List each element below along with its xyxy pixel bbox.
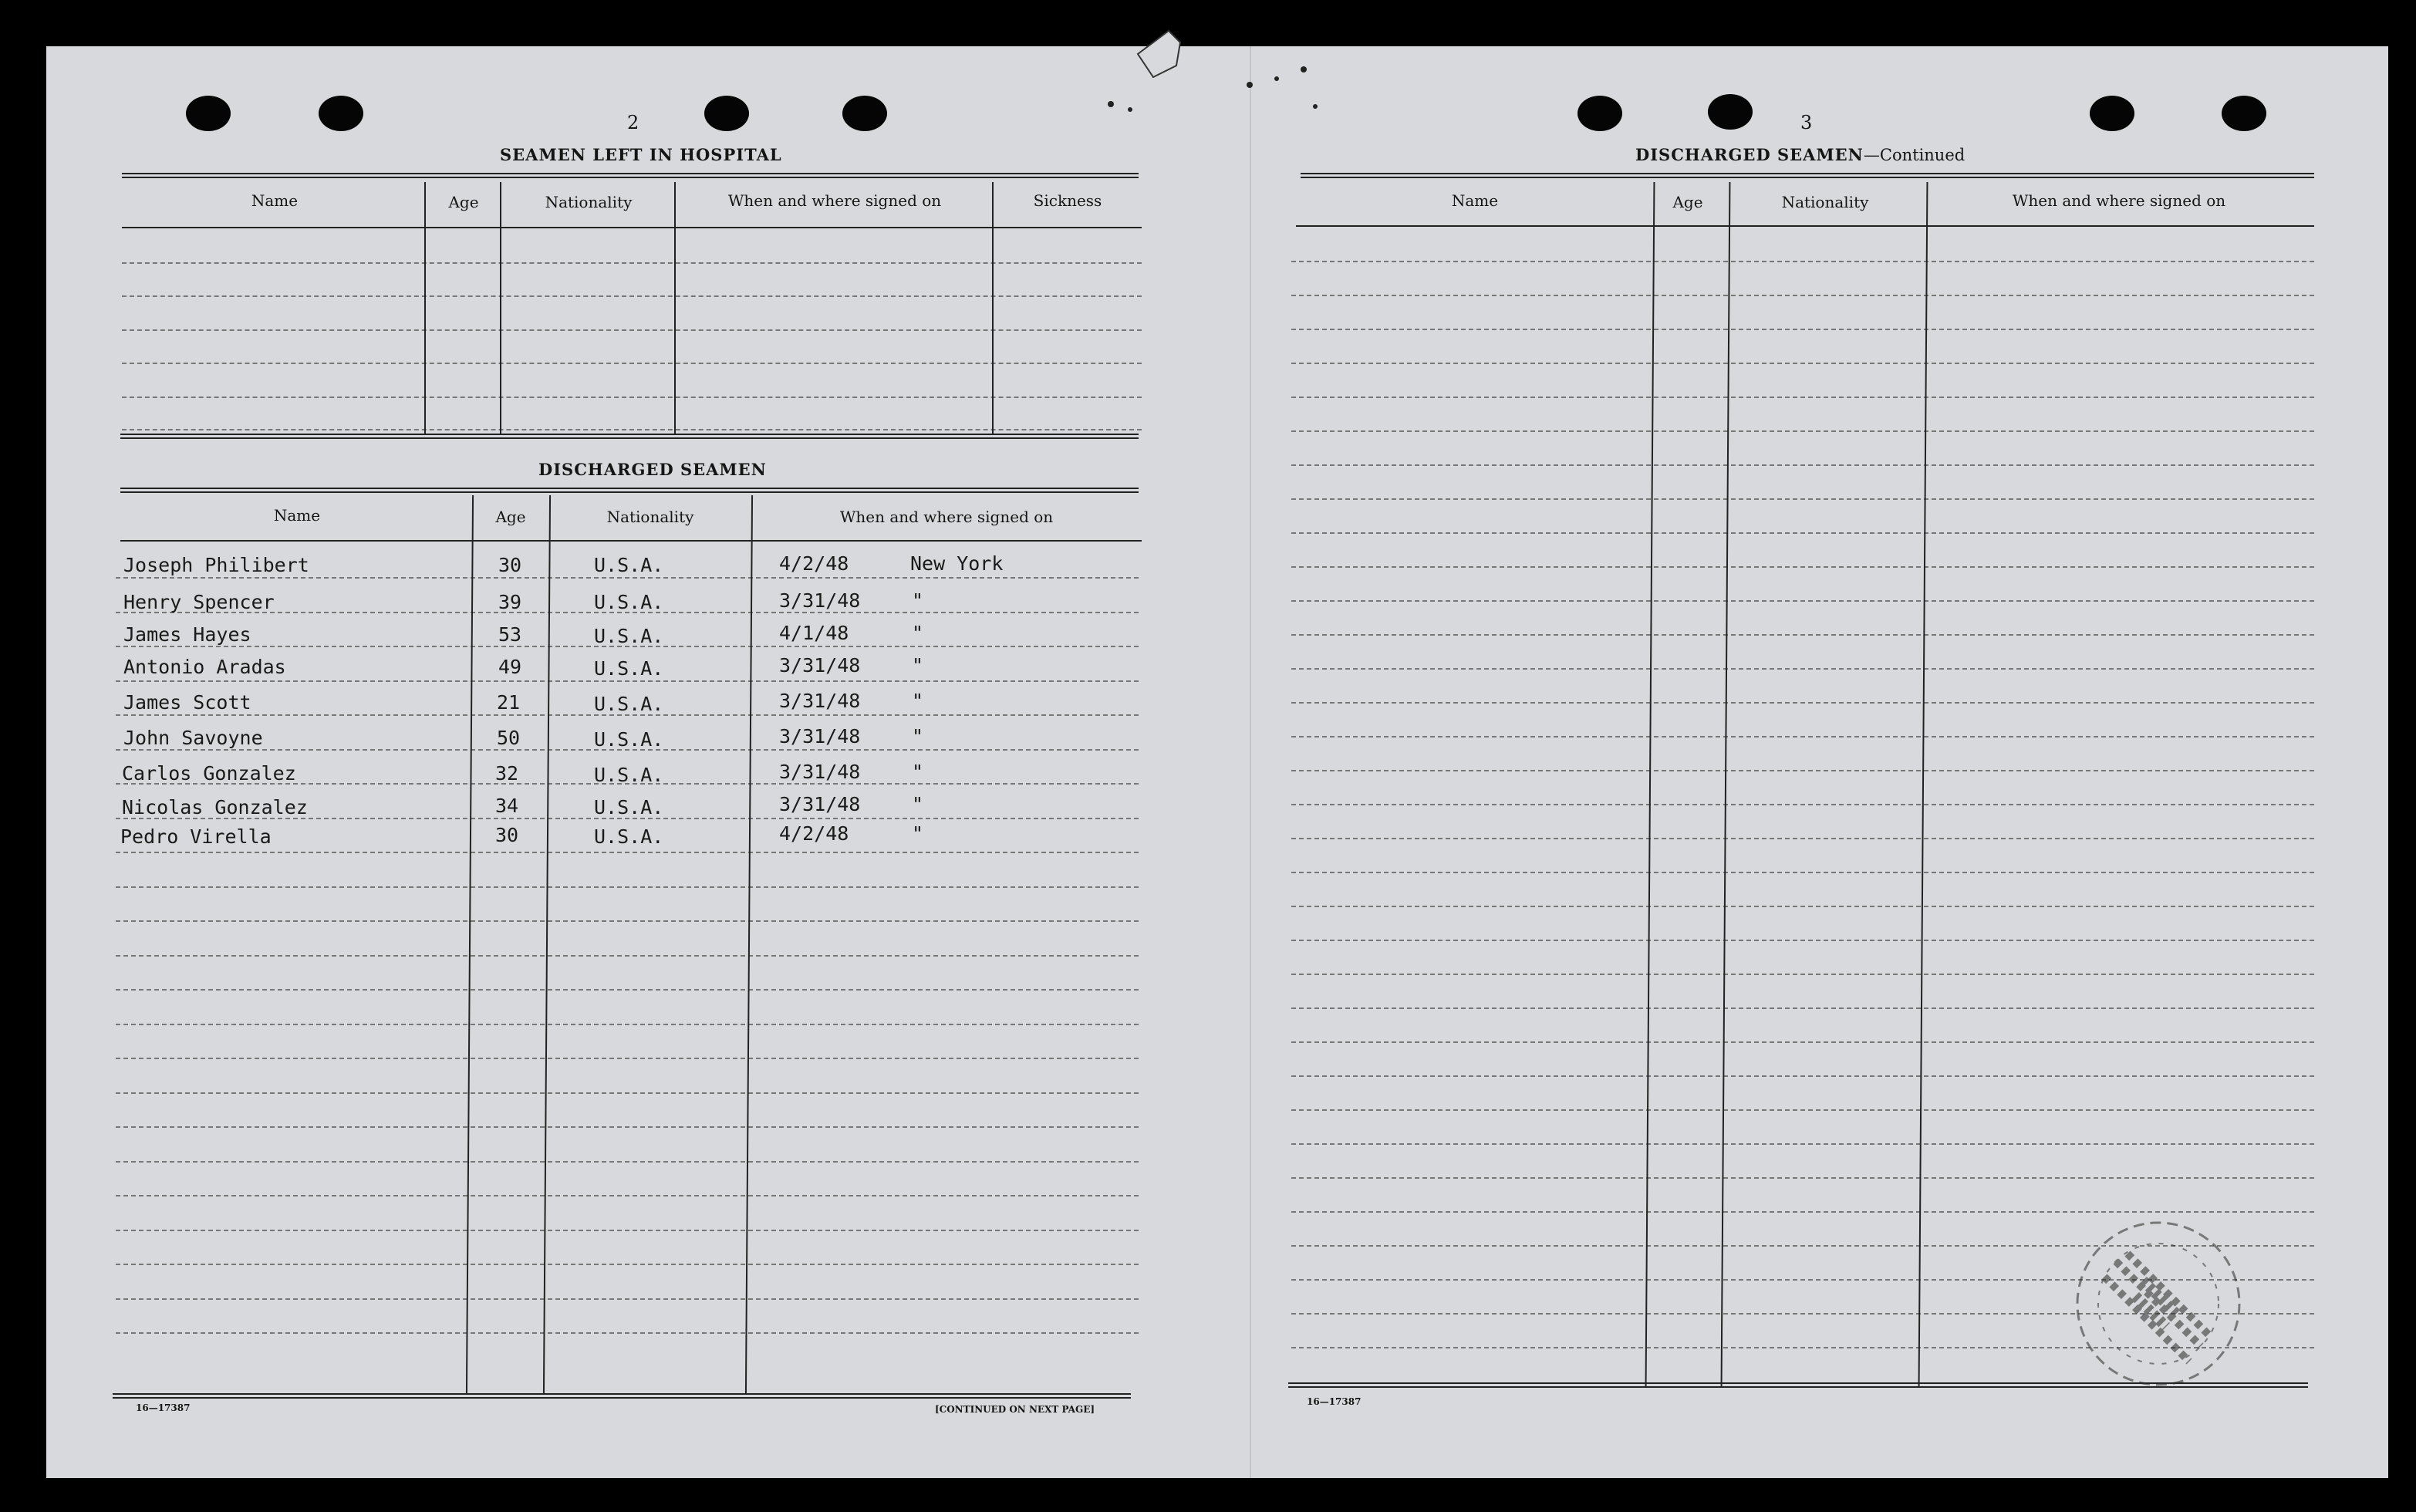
seaman-name: Joseph Philibert (123, 554, 309, 576)
signed-on-date: 3/31/48 (779, 761, 861, 783)
row-line (1291, 397, 2314, 398)
row-line (1291, 872, 2314, 873)
column-header-name: Name (1451, 191, 1499, 210)
punch-hole (1708, 94, 1753, 130)
row-line (116, 1332, 1139, 1334)
row-line (1291, 1041, 2314, 1043)
row-line (116, 989, 1139, 991)
signed-on-date: 4/1/48 (779, 622, 849, 644)
seaman-name: Henry Spencer (123, 591, 275, 613)
seaman-name: Pedro Virella (120, 825, 272, 848)
seaman-age: 34 (495, 795, 519, 817)
signed-on-place: " (912, 589, 924, 612)
row-line (116, 1024, 1139, 1025)
row-line (1291, 363, 2314, 364)
column-divider (500, 182, 501, 434)
column-header-nationality: Nationality (545, 193, 633, 211)
row-line (116, 1092, 1139, 1094)
punch-hole (2090, 96, 2134, 131)
column-divider (424, 182, 426, 434)
signed-on-place: " (912, 622, 924, 644)
row-line (1291, 838, 2314, 839)
signed-on-place: New York (910, 552, 1004, 575)
signed-on-place: " (912, 690, 924, 712)
table-rule (1301, 173, 2314, 178)
row-line (116, 1195, 1139, 1196)
row-line (116, 1298, 1139, 1300)
seaman-age: 30 (495, 824, 519, 846)
row-line (116, 577, 1139, 579)
row-line (1291, 634, 2314, 636)
row-line (122, 363, 1142, 364)
center-fold (1250, 46, 1251, 1478)
seaman-nationality: U.S.A. (594, 693, 664, 715)
column-header-name: Name (273, 506, 321, 525)
row-line (1291, 1143, 2314, 1145)
column-header-age: Age (495, 508, 526, 526)
seaman-nationality: U.S.A. (594, 625, 664, 647)
header-rule (1296, 225, 2314, 227)
discharged-section-title: DISCHARGED SEAMEN (538, 460, 767, 479)
seaman-age: 30 (498, 554, 522, 576)
row-line (122, 397, 1142, 398)
column-header-when-where: When and where signed on (2012, 191, 2226, 210)
seaman-nationality: U.S.A. (594, 657, 664, 680)
row-line (122, 329, 1142, 331)
row-line (116, 1264, 1139, 1265)
row-line (1291, 329, 2314, 330)
seaman-name: Nicolas Gonzalez (122, 796, 308, 818)
seaman-nationality: U.S.A. (594, 796, 664, 818)
row-line (122, 295, 1142, 297)
seaman-nationality: U.S.A. (594, 825, 664, 848)
row-line (116, 955, 1139, 957)
row-line (116, 920, 1139, 922)
column-header-age: Age (448, 193, 479, 211)
row-line (122, 429, 1142, 430)
form-number-left: 16—17387 (136, 1402, 191, 1413)
signed-on-place: " (912, 793, 924, 815)
row-line (1291, 1177, 2314, 1179)
row-line (1291, 464, 2314, 466)
seaman-name: Antonio Aradas (123, 656, 286, 678)
form-number-right: 16—17387 (1307, 1396, 1362, 1407)
column-header-name: Name (251, 191, 299, 210)
seaman-nationality: U.S.A. (594, 554, 664, 576)
seaman-name: James Hayes (123, 623, 251, 646)
header-rule (120, 540, 1142, 542)
row-line (116, 1058, 1139, 1059)
signed-on-place: " (912, 822, 924, 845)
table-rule (120, 434, 1139, 439)
postmark-stamp (2043, 1207, 2274, 1392)
signed-on-date: 3/31/48 (779, 793, 861, 815)
signed-on-place: " (912, 654, 924, 677)
right-title-main: DISCHARGED SEAMEN (1635, 145, 1864, 164)
row-line (1291, 1109, 2314, 1111)
row-line (1291, 600, 2314, 602)
punch-hole (1577, 96, 1622, 131)
row-line (1291, 498, 2314, 500)
seaman-name: John Savoyne (123, 727, 263, 749)
seaman-age: 53 (498, 623, 522, 646)
punch-hole (704, 96, 749, 131)
signed-on-date: 3/31/48 (779, 654, 861, 677)
row-line (116, 1126, 1139, 1128)
header-rule (122, 227, 1142, 228)
row-line (116, 680, 1139, 682)
seaman-name: Carlos Gonzalez (122, 762, 296, 785)
row-line (1291, 532, 2314, 534)
column-header-when-where: When and where signed on (727, 191, 942, 210)
hospital-section-title: SEAMEN LEFT IN HOSPITAL (500, 145, 782, 164)
column-header-nationality: Nationality (1781, 193, 1869, 211)
torn-edge-mark (1095, 23, 1358, 123)
row-line (1291, 668, 2314, 670)
row-line (1291, 736, 2314, 737)
signed-on-place: " (912, 761, 924, 783)
seaman-nationality: U.S.A. (594, 764, 664, 786)
row-line (1291, 1007, 2314, 1009)
seaman-age: 49 (498, 656, 522, 678)
punch-hole (2222, 96, 2266, 131)
row-line (116, 1161, 1139, 1163)
row-line (1291, 770, 2314, 771)
signed-on-date: 3/31/48 (779, 589, 861, 612)
column-header-when-where: When and where signed on (839, 508, 1054, 526)
page-number-right: 3 (1800, 112, 1813, 133)
right-section-title (1635, 145, 1965, 164)
row-line (122, 262, 1142, 264)
row-line (1291, 906, 2314, 907)
row-line (1291, 261, 2314, 262)
right-title-suffix: —Continued (1863, 146, 1966, 164)
column-header-age: Age (1672, 193, 1703, 211)
seaman-age: 21 (497, 691, 521, 714)
page-number-left: 2 (627, 112, 639, 133)
row-line (1291, 974, 2314, 975)
seaman-name: James Scott (123, 691, 251, 714)
row-line (1291, 1075, 2314, 1077)
column-divider (992, 182, 994, 434)
signed-on-date: 3/31/48 (779, 690, 861, 712)
row-line (116, 1230, 1139, 1231)
row-line (1291, 940, 2314, 941)
row-line (1291, 295, 2314, 296)
row-line (116, 886, 1139, 888)
punch-hole (319, 96, 363, 131)
column-header-sickness: Sickness (1033, 191, 1102, 210)
seaman-age: 50 (497, 727, 521, 749)
column-header-nationality: Nationality (606, 508, 694, 526)
signed-on-date: 4/2/48 (779, 822, 849, 845)
row-line (1291, 566, 2314, 568)
continued-note: [CONTINUED ON NEXT PAGE] (935, 1404, 1095, 1415)
seaman-age: 32 (495, 762, 519, 785)
column-divider (674, 182, 676, 434)
punch-hole (842, 96, 887, 131)
punch-hole (186, 96, 231, 131)
signed-on-date: 3/31/48 (779, 725, 861, 748)
signed-on-place: " (912, 725, 924, 748)
seaman-age: 39 (498, 591, 522, 613)
table-rule (122, 173, 1139, 178)
seaman-nationality: U.S.A. (594, 591, 664, 613)
row-line (1291, 804, 2314, 805)
row-line (116, 852, 1139, 853)
seaman-nationality: U.S.A. (594, 728, 664, 751)
signed-on-date: 4/2/48 (779, 552, 849, 575)
table-rule (120, 488, 1139, 493)
row-line (1291, 702, 2314, 704)
row-line (1291, 430, 2314, 432)
table-bottom-rule (113, 1393, 1131, 1399)
